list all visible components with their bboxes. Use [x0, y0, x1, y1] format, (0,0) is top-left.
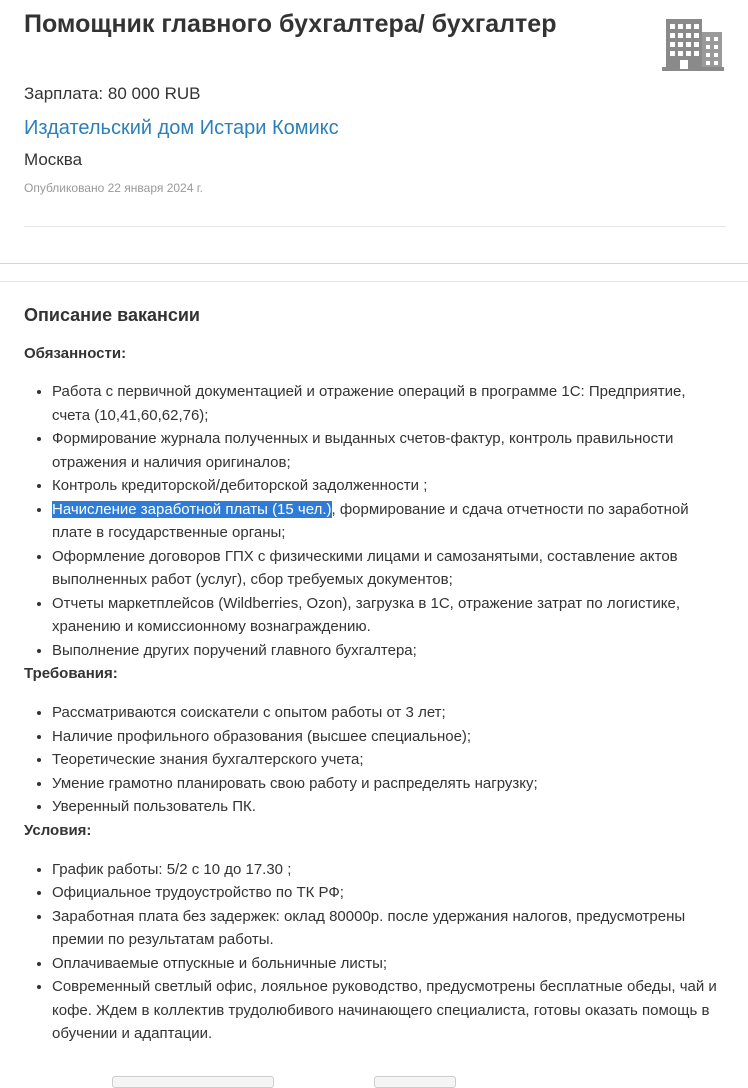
salary: Зарплата: 80 000 RUB — [24, 84, 201, 103]
secondary-button[interactable] — [374, 1076, 456, 1088]
list-item-text: , формирование и сдача отчетности по заработной плате в государственные органы; — [52, 500, 689, 541]
requirements-list — [24, 701, 724, 819]
list-item: • Заработная плата без задержек: оклад 80000р. после удержания налогов, предусмотрены премии по результатам работы. — [52, 905, 724, 952]
vacancy-title: Помощник главного бухгалтера/ бухгалтер — [24, 10, 557, 38]
list-item: • Отчеты маркетплейсов (Wildberries, Ozon), загрузка в 1С, отражение затрат по логистике, хранению и комиссионному вознаграждению. — [52, 592, 724, 639]
vacancy-description — [24, 300, 724, 1046]
list-item: • График работы: 5/2 с 10 до 17.30 ; — [52, 858, 724, 882]
list-item: • Наличие профильного образования (высшее специальное); — [52, 725, 724, 749]
vacancy-header — [0, 0, 748, 228]
list-item: • Теоретические знания бухгалтерского учета; — [52, 748, 724, 772]
company-link[interactable]: Издательский дом Истари Комикс — [24, 117, 339, 139]
list-item: • Рассматриваются соискатели с опытом работы от 3 лет; — [52, 701, 724, 725]
building-icon — [660, 16, 724, 72]
apply-button[interactable] — [112, 1076, 274, 1088]
duties-title: Обязанности: — [24, 345, 127, 362]
list-item: • Современный светлый офис, лояльное руководство, предусмотрены бесплатные обеды, чай и кофе. Ждем в коллектив трудолюбивого начинающего специалиста, готовы оказать помощь в обучении и адаптации. — [52, 975, 724, 1046]
list-item: • Уверенный пользователь ПК. — [52, 795, 724, 819]
list-item: • Контроль кредиторской/дебиторской задолженности ; — [52, 474, 724, 498]
list-item: • Выполнение других поручений главного бухгалтера; — [52, 639, 724, 663]
divider — [24, 226, 726, 227]
section-divider — [0, 263, 748, 264]
list-item: • Оплачиваемые отпускные и больничные листы; — [52, 952, 724, 976]
list-item: • Работа с первичной документацией и отражение операций в программе 1С: Предприятие, счета (10,41,60,62,76); — [52, 380, 724, 427]
list-item — [52, 498, 724, 545]
list-item: • Официальное трудоустройство по ТК РФ; — [52, 881, 724, 905]
list-item: • Оформление договоров ГПХ с физическими лицами и самозанятыми, составление актов выполненных работ (услуг), сбор требуемых документов; — [52, 545, 724, 592]
list-item: • Умение грамотно планировать свою работу и распределять нагрузку; — [52, 772, 724, 796]
published-date: Опубликовано 22 января 2024 г. — [24, 181, 203, 195]
selected-text[interactable]: Начисление заработной платы (15 чел.) — [52, 500, 332, 518]
conditions-title: Условия: — [24, 821, 92, 839]
list-item: • Формирование журнала полученных и выданных счетов-фактур, контроль правильности отражения и наличия оригиналов; — [52, 427, 724, 474]
requirements-title: Требования: — [24, 665, 118, 682]
duties-list — [24, 380, 724, 662]
section-divider — [0, 281, 748, 282]
city: Москва — [24, 150, 83, 169]
conditions-list — [24, 858, 724, 1046]
description-heading: Описание вакансии — [24, 305, 201, 325]
